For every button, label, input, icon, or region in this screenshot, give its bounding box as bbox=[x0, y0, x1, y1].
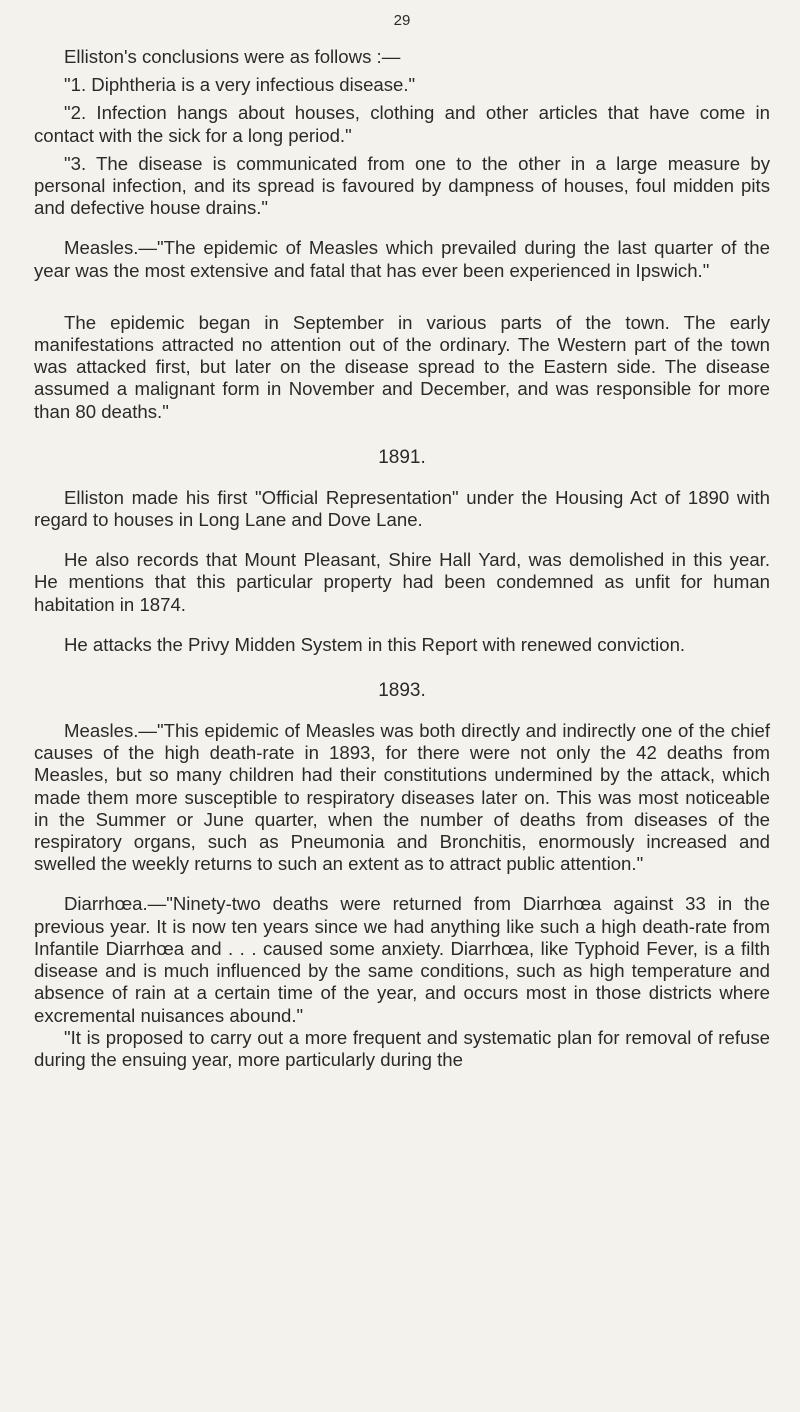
representation-paragraph: Elliston made his first "Official Representation" under the Housing Act of 1890 with regard to houses in Long Lane and Dove Lane. bbox=[34, 486, 770, 531]
mount-pleasant-paragraph: He also records that Mount Pleasant, Shire Hall Yard, was demolished in this year. He mentions that this particular property had been condemned as unfit for human habitation in 1874. bbox=[34, 549, 770, 615]
conclusion-item: "3. The disease is communicated from one to the other in a large measure by personal infection, and its spread is favoured by dampness of houses, foul midden pits and defective house drains." bbox=[34, 152, 770, 219]
year-heading-1891: 1891. bbox=[378, 446, 426, 468]
diarrhoea-paragraph: Diarrhœa.—"Ninety-two deaths were returned from Diarrhœa against 33 in the previous year. It is now ten years since we had anything like such a high death-rate from Infantile Diarrhœa and . . . caused some anxiety. Diarrhœa, like Typhoid Fever, is a filth disease and is much influenced by the same conditions, such as high temperature and absence of rain at a certain time of the year, and occurs most in those districts where excremental nuisances abound." bbox=[34, 893, 770, 1026]
conclusion-item: "2. Infection hangs about houses, clothing and other articles that have come in contact with the sick for a long period." bbox=[34, 102, 770, 146]
measles-1893-paragraph: Measles.—"This epidemic of Measles was both directly and indirectly one of the chief causes of the high death-rate in 1893, for there were not only the 42 deaths from Measles, but so many children had their constitutions undermined by the attack, which made them more susceptible to respiratory diseases later on. This was most noticeable in the Summer or June quarter, when the number of deaths from diseases of the respiratory organs, such as Pneumonia and Bronchitis, enormously increased and swelled the weekly returns to such an extent as to attract public attention." bbox=[34, 720, 770, 875]
conclusion-item: "1. Diphtheria is a very infectious disease." bbox=[64, 74, 416, 96]
page-number: 29 bbox=[393, 12, 411, 29]
year-heading-1893: 1893. bbox=[378, 680, 426, 702]
refuse-paragraph: "It is proposed to carry out a more frequent and systematic plan for removal of refuse during the ensuing year, more particularly during the bbox=[34, 1026, 770, 1070]
privy-midden-paragraph: He attacks the Privy Midden System in this Report with renewed conviction. bbox=[64, 633, 686, 655]
conclusions-intro: Elliston's conclusions were as follows :— bbox=[64, 46, 401, 67]
epidemic-paragraph: The epidemic began in September in various parts of the town. The early manifestations attracted no attention out of the ordinary. The Western part of the town was attacked first, but later on the disease spread to the Eastern side. The disease assumed a malignant form in November and December, and was responsible for more than 80 deaths." bbox=[34, 311, 770, 422]
measles-paragraph: Measles.—"The epidemic of Measles which prevailed during the last quarter of the year was the most extensive and fatal that has ever been experienced in Ipswich." bbox=[34, 237, 770, 281]
